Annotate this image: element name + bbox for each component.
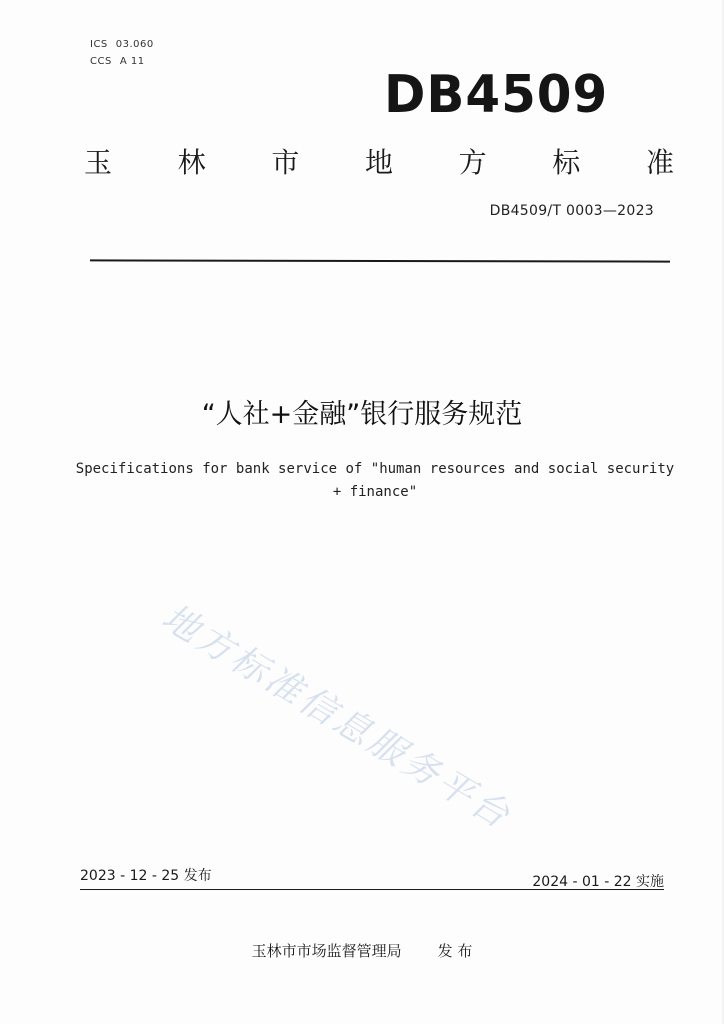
issue-date: 2023 - 12 - 25 发布 <box>80 868 212 884</box>
classification-codes <box>90 36 154 70</box>
standard-type-char: 玉 <box>84 146 113 179</box>
ccs-label: CCS <box>90 56 112 67</box>
issuer-action: 发 布 <box>437 942 473 960</box>
db-logo: DB4509 <box>384 65 609 125</box>
standard-type-char: 标 <box>552 146 581 179</box>
standard-type-char: 准 <box>645 146 674 179</box>
implementation-date: 2024 - 01 - 22 实施 <box>532 874 664 890</box>
issuer-line <box>0 940 724 961</box>
watermark: 地方标准信息服务平台 <box>154 596 519 839</box>
header-divider <box>90 259 670 262</box>
ics-label: ICS <box>90 39 108 50</box>
title-english-line: Specifications for bank service of "human resources and social security <box>75 461 675 477</box>
footer-divider <box>80 889 664 890</box>
ics-value: 03.060 <box>115 39 154 50</box>
ccs-code <box>90 53 154 70</box>
ccs-value: A 11 <box>119 56 145 67</box>
standard-type-char: 方 <box>458 146 487 179</box>
standard-type-char: 地 <box>364 146 393 179</box>
standard-number: DB4509/T 0003—2023 <box>489 203 654 219</box>
issuer-name: 玉林市市场监督管理局 <box>251 942 402 960</box>
standard-type-char: 林 <box>177 146 206 179</box>
standard-type-heading <box>84 143 674 183</box>
document-title-chinese: “人社+金融”银行服务规范 <box>201 399 523 430</box>
title-english-line: + finance" <box>332 484 418 500</box>
document-title-english <box>70 458 680 504</box>
standard-type-char: 市 <box>271 146 300 179</box>
ics-code <box>90 36 154 53</box>
